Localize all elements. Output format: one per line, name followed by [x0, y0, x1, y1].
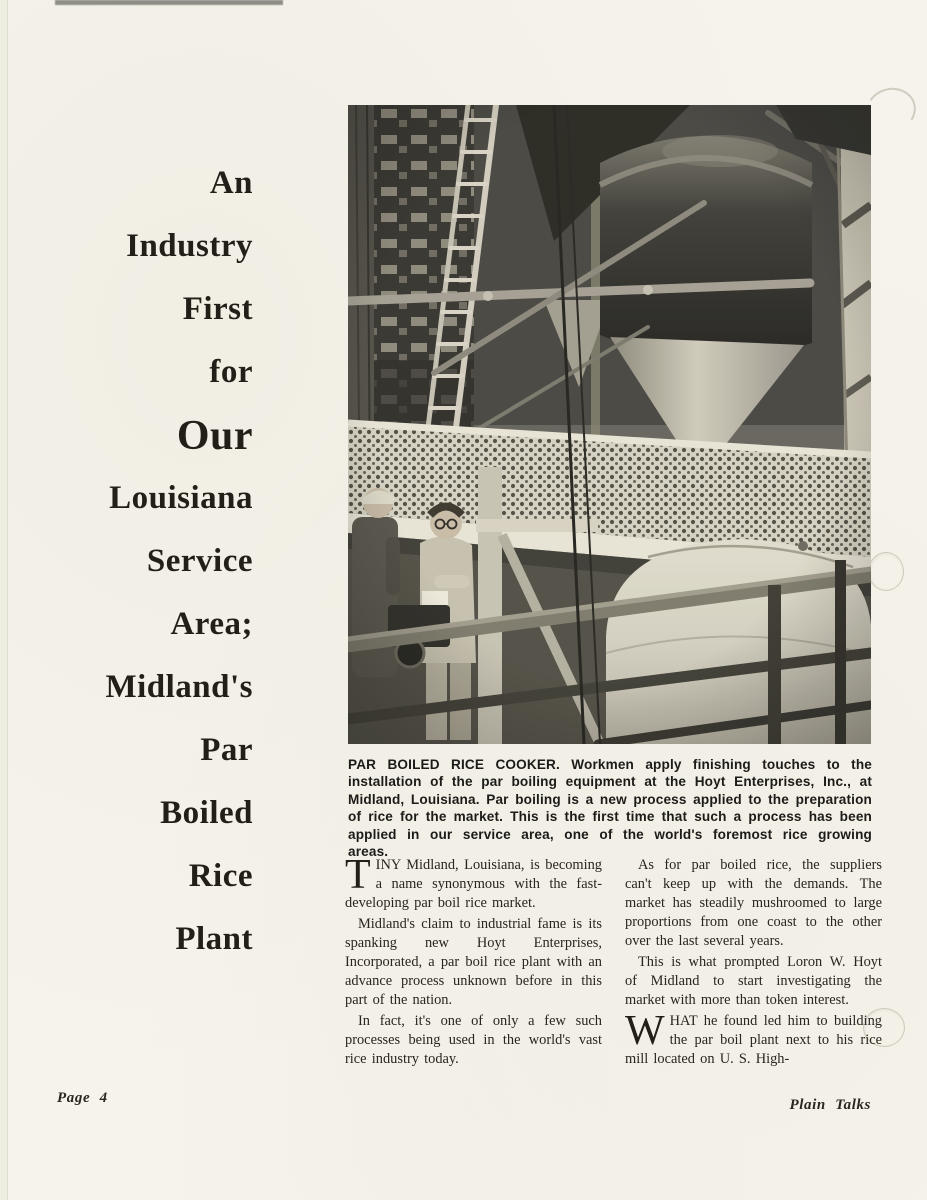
drop-cap: T [345, 852, 371, 898]
headline-word: Industry [126, 228, 253, 264]
par-boiled-rice-cooker-photo [348, 105, 871, 744]
paragraph [345, 852, 602, 913]
photo-caption: PAR BOILED RICE COOKER. Workmen apply finishing touches to the installation of the par boiling equipment at the Hoyt Enterprises, Inc., at Midland, Louisiana. Par boiling is a new process applied to the preparation of rice for the market. This is the first time that such a process has been applied in our service area, one of the world's foremost rice growing areas. [348, 757, 872, 860]
headline-word: Midland's [105, 669, 253, 705]
paragraph-text: HAT he found led him to building the par boil plant next to his rice mill located on U. S. High- [625, 1013, 882, 1067]
headline-word: Boiled [160, 795, 253, 831]
headline-word: for [209, 354, 253, 390]
paragraph-text: INY Midland, Louisiana, is becoming a name synonymous with the fast-developing par boil rice market. [345, 857, 602, 911]
headline-word: Rice [188, 858, 253, 894]
headline-word: Area; [170, 606, 253, 642]
headline-word: Louisiana [109, 480, 253, 516]
headline [0, 152, 253, 971]
headline-word: Plant [175, 921, 253, 957]
photo-illustration [348, 105, 871, 744]
article-column-left [345, 852, 602, 1071]
article-body [345, 852, 882, 1071]
paragraph: As for par boiled rice, the suppliers can't keep up with the demands. The market has steadily mushroomed to large proportions from one coast to the other over the last several years. [625, 857, 882, 949]
publication-name: Plain Talks [789, 1097, 871, 1113]
paragraph: In fact, it's one of only a few such processes being used in the world's vast rice industry today. [345, 1013, 602, 1067]
headline-word: Service [146, 543, 253, 579]
page-number: Page 4 [57, 1090, 108, 1106]
paragraph [625, 1008, 882, 1069]
scan-artifact-bar [55, 0, 283, 5]
headline-word: An [209, 165, 253, 201]
drop-cap: W [625, 1008, 665, 1054]
punch-hole [868, 552, 904, 591]
headline-word: First [182, 291, 253, 327]
paragraph: This is what prompted Loron W. Hoyt of Midland to start investigating the market with more than token interest. [625, 954, 882, 1008]
headline-word: Par [200, 732, 253, 768]
paragraph: Midland's claim to industrial fame is its spanking new Hoyt Enterprises, Incorporated, a par boil rice plant with an advance process unknown before in this part of the nation. [345, 916, 602, 1008]
article-column-right [625, 856, 882, 1071]
headline-word: Our [176, 412, 253, 459]
